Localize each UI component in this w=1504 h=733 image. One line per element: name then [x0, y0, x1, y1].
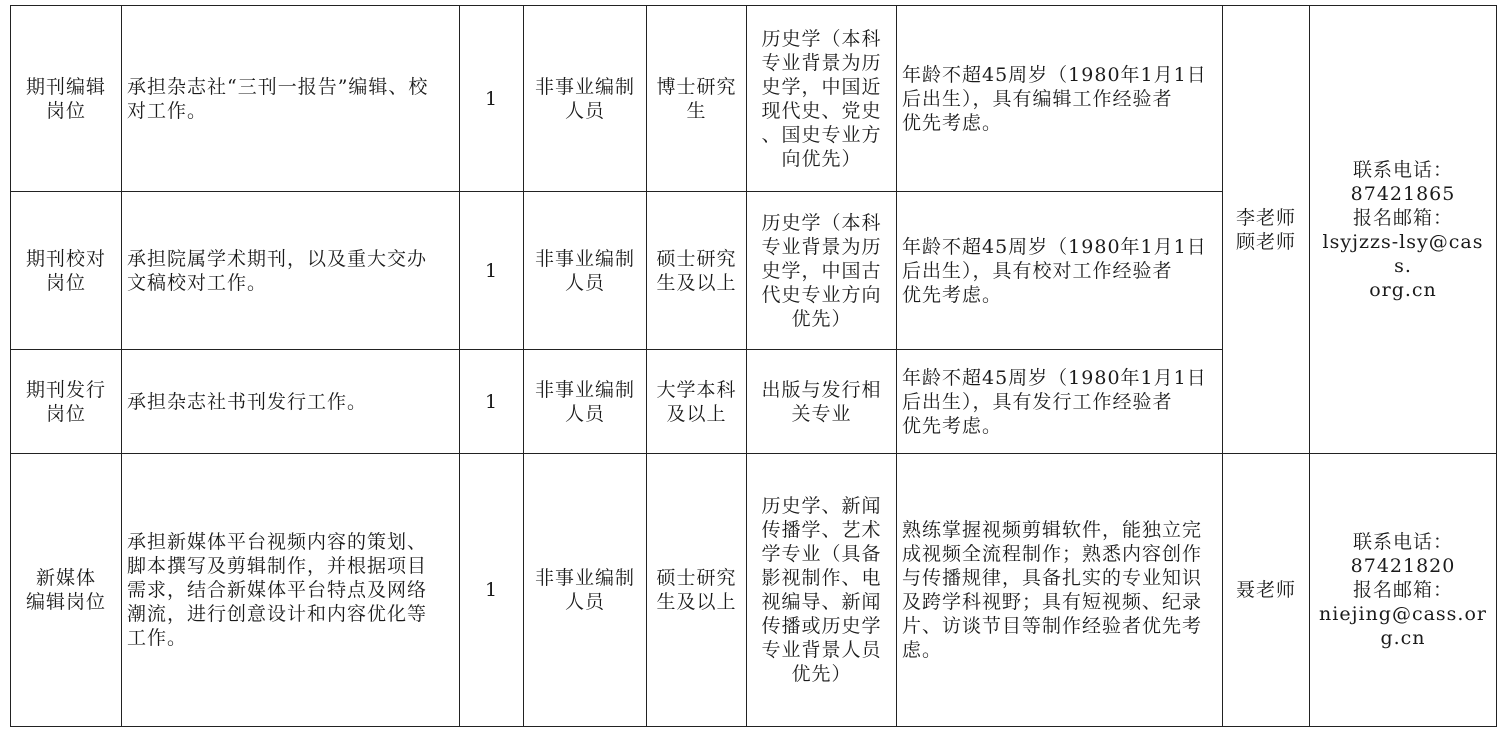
- email-label: 报名邮箱：: [1352, 579, 1453, 601]
- position-line: 新媒体: [35, 567, 96, 589]
- education-cell: [647, 454, 747, 727]
- count-cell: 1: [460, 350, 524, 454]
- position-cell: [11, 6, 122, 192]
- count-cell: 1: [460, 6, 524, 192]
- phone-number: 87421820: [1350, 555, 1456, 577]
- requirement-line: 后出生），具有编辑工作经验者: [902, 87, 1173, 110]
- requirement-cell: [897, 192, 1223, 350]
- position-cell: [11, 192, 122, 350]
- requirement-line: 后出生），具有发行工作经验者: [902, 390, 1173, 413]
- major-line: 现代史、党史: [761, 99, 882, 122]
- major-line: 视编导、新闻: [761, 591, 882, 613]
- major-line: 向优先）: [781, 147, 862, 170]
- requirement-line: 片、访谈节目等制作经验者优先考: [902, 615, 1203, 637]
- major-line: 出版与发行相: [761, 378, 882, 401]
- staff-type-line: 人员: [564, 402, 605, 425]
- education-line: 生及以上: [656, 271, 737, 294]
- major-line: 传播学、艺术: [761, 519, 882, 541]
- requirement-line: 后出生），具有校对工作经验者: [902, 259, 1173, 282]
- email-label: 报名邮箱：: [1352, 206, 1453, 229]
- position-line: 期刊发行: [25, 378, 106, 401]
- contact-person-cell: [1223, 6, 1310, 454]
- count-cell: 1: [460, 454, 524, 727]
- staff-type-line: 非事业编制: [534, 378, 635, 401]
- position-line: 编辑岗位: [25, 591, 106, 613]
- duty-line: 文稿校对工作。: [127, 271, 268, 294]
- duty-line: 对工作。: [127, 99, 208, 122]
- position-line: 期刊校对: [25, 247, 106, 270]
- major-line: 历史学（本科: [761, 211, 882, 234]
- staff-type-cell: [524, 192, 647, 350]
- education-line: 生: [686, 99, 707, 122]
- requirement-cell: [897, 6, 1223, 192]
- staff-type-cell: [524, 6, 647, 192]
- major-cell: [747, 454, 897, 727]
- major-line: 影视制作、电: [761, 567, 882, 589]
- duty-line: 承担院属学术期刊，以及重大交办: [127, 247, 428, 270]
- position-line: 岗位: [45, 271, 86, 294]
- requirement-line: 年龄不超45周岁（1980年1月1日: [902, 63, 1207, 86]
- education-line: 博士研究: [656, 75, 737, 98]
- duty-line: 承担杂志社“三刊一报告”编辑、校: [127, 75, 429, 98]
- major-line: 历史学（本科: [761, 27, 882, 50]
- recruitment-table-container: [10, 5, 1496, 727]
- education-line: 大学本科: [656, 378, 737, 401]
- major-line: 史学，中国近: [761, 75, 882, 98]
- education-cell: [647, 192, 747, 350]
- duty-line: 脚本撰写及剪辑制作，并根据项目: [127, 555, 428, 577]
- count-cell: 1: [460, 192, 524, 350]
- table-row: [11, 6, 1497, 192]
- requirement-cell: [897, 454, 1223, 727]
- requirement-cell: [897, 350, 1223, 454]
- major-line: 关专业: [791, 402, 852, 425]
- email-address-line: org.cn: [1369, 278, 1437, 301]
- staff-type-line: 非事业编制: [534, 567, 635, 589]
- duty-cell: [122, 192, 460, 350]
- education-cell: [647, 6, 747, 192]
- email-address-line: lsyjzzs-lsy@cass.: [1322, 230, 1484, 277]
- major-line: 史学，中国古: [761, 259, 882, 282]
- requirement-line: 成视频全流程制作；熟悉内容创作: [902, 543, 1203, 565]
- contact-person-name: 聂老师: [1235, 579, 1296, 601]
- staff-type-line: 人员: [564, 591, 605, 613]
- duty-line: 承担新媒体平台视频内容的策划、: [127, 531, 428, 553]
- phone-number: 87421865: [1350, 182, 1456, 205]
- requirement-line: 及跨学科视野；具有短视频、纪录: [902, 591, 1203, 613]
- staff-type-cell: [524, 350, 647, 454]
- phone-label: 联系电话：: [1352, 158, 1453, 181]
- requirement-line: 优先考虑。: [902, 111, 1003, 134]
- staff-type-line: 非事业编制: [534, 75, 635, 98]
- table-row: [11, 454, 1497, 727]
- staff-type-cell: [524, 454, 647, 727]
- major-cell: [747, 6, 897, 192]
- duty-line: 工作。: [127, 627, 188, 649]
- major-line: 传播或历史学: [761, 615, 882, 637]
- major-line: 、国史专业方: [761, 123, 882, 146]
- requirement-line: 年龄不超45周岁（1980年1月1日: [902, 235, 1207, 258]
- contact-info-cell: [1310, 6, 1497, 454]
- position-cell: [11, 454, 122, 727]
- education-line: 生及以上: [656, 591, 737, 613]
- major-line: 专业背景为历: [761, 51, 882, 74]
- education-cell: [647, 350, 747, 454]
- duty-line: 需求，结合新媒体平台特点及网络: [127, 579, 428, 601]
- phone-label: 联系电话：: [1352, 531, 1453, 553]
- requirement-line: 优先考虑。: [902, 283, 1003, 306]
- requirement-line: 熟练掌握视频剪辑软件，能独立完: [902, 519, 1203, 541]
- duty-cell: [122, 454, 460, 727]
- major-cell: [747, 192, 897, 350]
- major-line: 优先）: [791, 307, 852, 330]
- duty-cell: [122, 6, 460, 192]
- major-line: 代史专业方向: [761, 283, 882, 306]
- major-line: 优先）: [791, 663, 852, 685]
- education-line: 硕士研究: [656, 247, 737, 270]
- contact-person-name: 李老师: [1235, 206, 1296, 229]
- requirement-line: 优先考虑。: [902, 414, 1003, 437]
- major-line: 专业背景为历: [761, 235, 882, 258]
- position-line: 岗位: [45, 402, 86, 425]
- duty-cell: [122, 350, 460, 454]
- education-line: 及以上: [666, 402, 727, 425]
- contact-info-cell: [1310, 454, 1497, 727]
- contact-person-cell: [1223, 454, 1310, 727]
- email-address-line: niejing@cass.org.cn: [1319, 603, 1487, 649]
- contact-person-name: 顾老师: [1235, 230, 1296, 253]
- requirement-line: 虑。: [902, 639, 943, 661]
- major-line: 历史学、新闻: [761, 495, 882, 517]
- position-line: 期刊编辑: [25, 75, 106, 98]
- education-line: 硕士研究: [656, 567, 737, 589]
- duty-line: 承担杂志社书刊发行工作。: [127, 390, 368, 413]
- staff-type-line: 人员: [564, 99, 605, 122]
- staff-type-line: 人员: [564, 271, 605, 294]
- staff-type-line: 非事业编制: [534, 247, 635, 270]
- recruitment-table: [10, 5, 1497, 727]
- requirement-line: 年龄不超45周岁（1980年1月1日: [902, 366, 1207, 389]
- duty-line: 潮流，进行创意设计和内容优化等: [127, 603, 428, 625]
- requirement-line: 与传播规律，具备扎实的专业知识: [902, 567, 1203, 589]
- major-line: 专业背景人员: [761, 639, 882, 661]
- major-line: 学专业（具备: [761, 543, 882, 565]
- major-cell: [747, 350, 897, 454]
- position-cell: [11, 350, 122, 454]
- position-line: 岗位: [45, 99, 86, 122]
